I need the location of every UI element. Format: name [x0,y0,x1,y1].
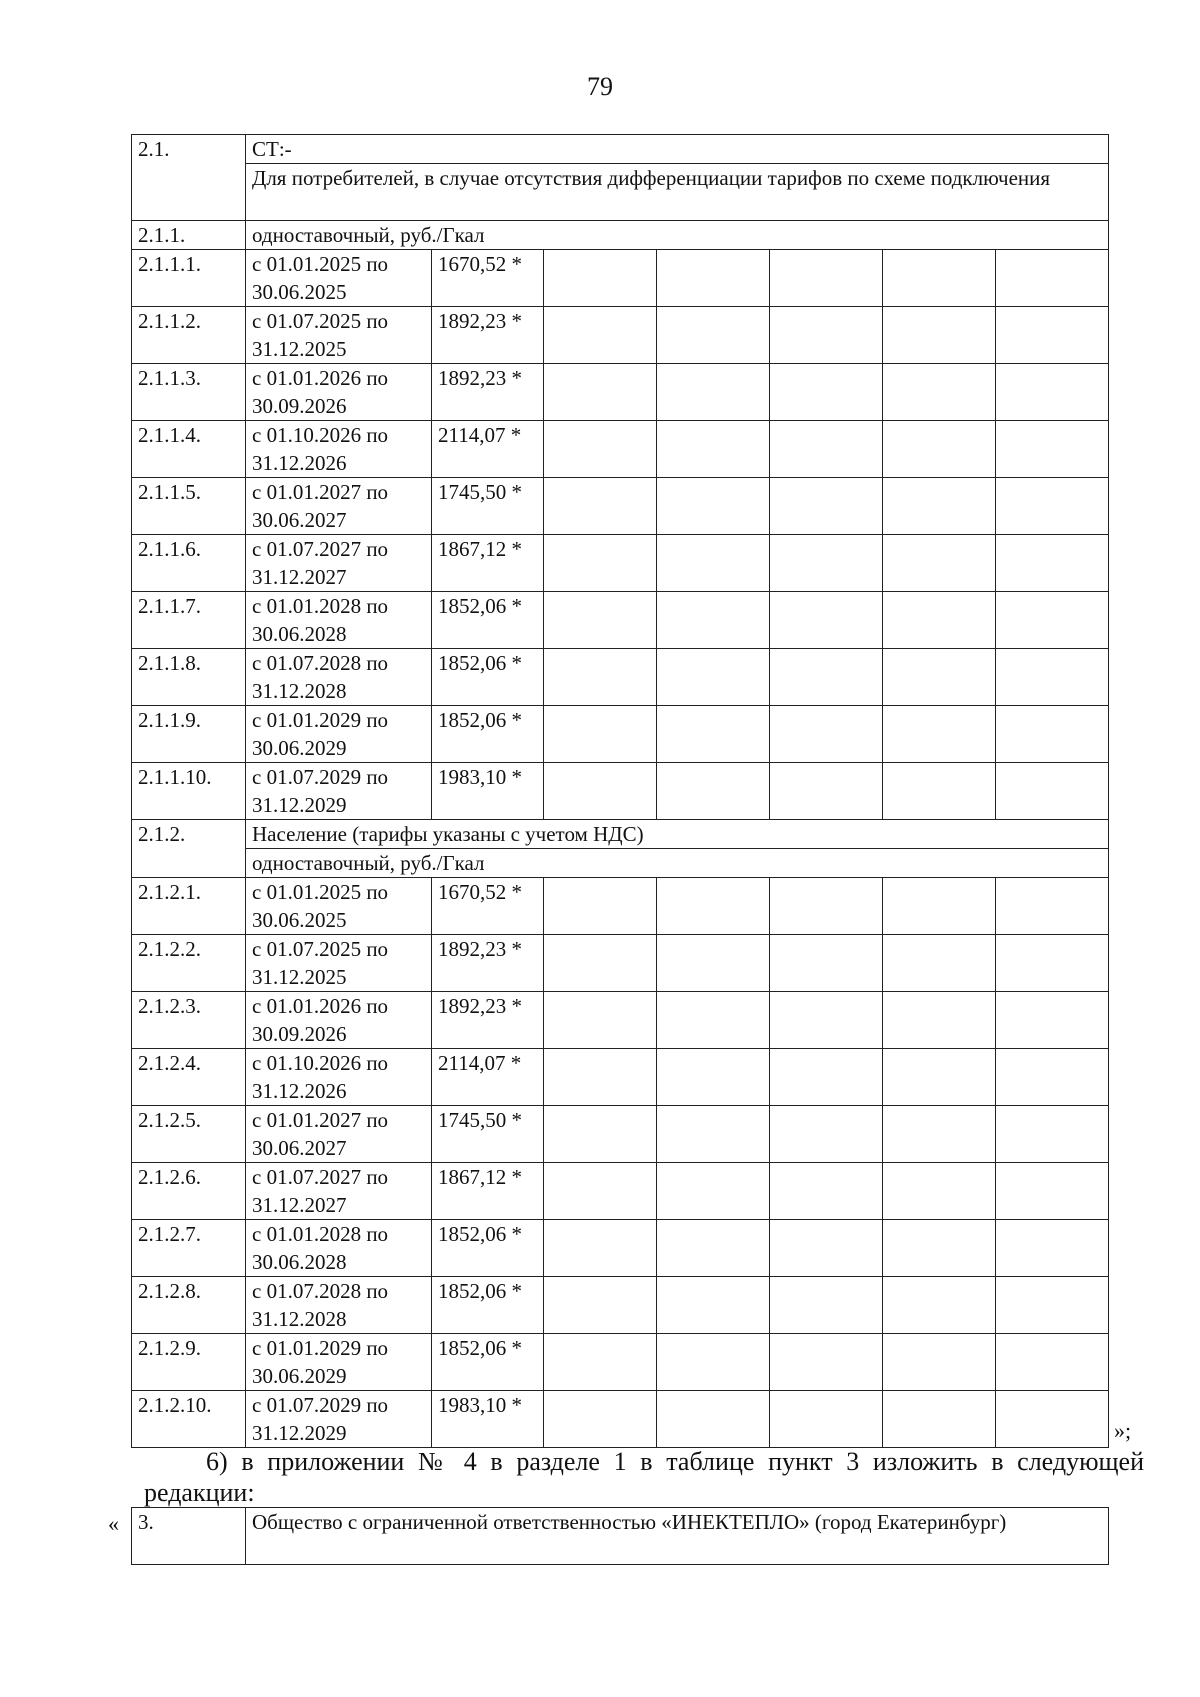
empty-cell [996,1277,1109,1334]
empty-cell [770,535,883,592]
closing-quote: »; [1114,1418,1132,1443]
row-period: с 01.01.2026 по 30.09.2026 [246,992,432,1049]
tariff-row [132,706,1109,763]
row-number: 2.1.1.3. [132,364,246,421]
row-number: 2.1.2.3. [132,992,246,1049]
empty-cell [996,992,1109,1049]
empty-cell [883,1049,996,1106]
row-value: 1983,10 * [432,763,544,820]
empty-cell [770,1106,883,1163]
group1-number: 2.1.1. [132,221,246,250]
tariff-table-body [132,135,1109,1448]
tariff-row [132,1049,1109,1106]
empty-cell [996,421,1109,478]
empty-cell [996,364,1109,421]
row-number: 2.1.1.8. [132,649,246,706]
empty-cell [544,535,657,592]
row-period: с 01.01.2027 по 30.06.2027 [246,1106,432,1163]
empty-cell [883,421,996,478]
empty-cell [996,478,1109,535]
empty-cell [544,706,657,763]
tariff-row [132,364,1109,421]
empty-cell [544,592,657,649]
section-row [132,135,1109,164]
empty-cell [883,992,996,1049]
empty-cell [770,1220,883,1277]
empty-cell [544,364,657,421]
tariff-row [132,1106,1109,1163]
empty-cell [996,1106,1109,1163]
row-value: 1670,52 * [432,250,544,307]
row-period: с 01.07.2028 по 31.12.2028 [246,649,432,706]
row-number: 2.1.2.10. [132,1391,246,1448]
group2-label: одноставочный, руб./Гкал [246,849,1109,878]
empty-cell [657,992,770,1049]
empty-cell [883,1277,996,1334]
empty-cell [883,535,996,592]
empty-cell [544,1391,657,1448]
empty-cell [883,1391,996,1448]
empty-cell [996,1220,1109,1277]
row-period: с 01.07.2028 по 31.12.2028 [246,1277,432,1334]
empty-cell [657,1277,770,1334]
tariff-row [132,1220,1109,1277]
empty-cell [657,307,770,364]
empty-cell [544,1106,657,1163]
empty-cell [996,250,1109,307]
empty-cell [883,250,996,307]
empty-cell [996,935,1109,992]
empty-cell [770,1163,883,1220]
empty-cell [657,649,770,706]
empty-cell [544,307,657,364]
empty-cell [770,1391,883,1448]
group2-label-row [132,849,1109,878]
empty-cell [996,307,1109,364]
row-value: 1852,06 * [432,592,544,649]
empty-cell [544,935,657,992]
empty-cell [657,1391,770,1448]
tariff-row [132,592,1109,649]
empty-cell [883,592,996,649]
tariff-row [132,1163,1109,1220]
row-value: 1852,06 * [432,706,544,763]
empty-cell [544,1334,657,1391]
organization-name: Общество с ограниченной ответственностью «ИНЕКТЕПЛО» (город Екатеринбург) [246,1508,1109,1565]
row-number: 2.1.1.4. [132,421,246,478]
empty-cell [770,1277,883,1334]
empty-cell [657,478,770,535]
row-period: с 01.01.2028 по 30.06.2028 [246,592,432,649]
tariff-row [132,649,1109,706]
empty-cell [657,421,770,478]
row-value: 1983,10 * [432,1391,544,1448]
empty-cell [657,1106,770,1163]
empty-cell [770,421,883,478]
empty-cell [544,1220,657,1277]
empty-cell [996,535,1109,592]
row-value: 1892,23 * [432,935,544,992]
row-period: с 01.01.2027 по 30.06.2027 [246,478,432,535]
row-value: 1867,12 * [432,1163,544,1220]
empty-cell [770,478,883,535]
empty-cell [883,1106,996,1163]
section-description-row [132,164,1109,221]
group1-header-row [132,221,1109,250]
empty-cell [770,1049,883,1106]
empty-cell [883,364,996,421]
row-value: 1745,50 * [432,478,544,535]
tariff-row [132,992,1109,1049]
empty-cell [883,478,996,535]
row-value: 1852,06 * [432,649,544,706]
empty-cell [657,763,770,820]
row-number: 2.1.2.5. [132,1106,246,1163]
empty-cell [657,1163,770,1220]
empty-cell [883,878,996,935]
section-number: 2.1. [132,135,246,221]
empty-cell [544,763,657,820]
empty-cell [770,706,883,763]
tariff-row [132,535,1109,592]
empty-cell [544,992,657,1049]
empty-cell [770,250,883,307]
row-number: 2.1.2.9. [132,1334,246,1391]
row-period: с 01.07.2029 по 31.12.2029 [246,1391,432,1448]
empty-cell [544,421,657,478]
row-number: 2.1.1.5. [132,478,246,535]
empty-cell [770,307,883,364]
row-number: 2.1.2.4. [132,1049,246,1106]
empty-cell [657,706,770,763]
row-value: 1745,50 * [432,1106,544,1163]
tariff-row [132,935,1109,992]
organization-number: 3. [132,1508,246,1565]
empty-cell [657,935,770,992]
row-period: с 01.01.2028 по 30.06.2028 [246,1220,432,1277]
empty-cell [996,649,1109,706]
empty-cell [883,307,996,364]
row-value: 1852,06 * [432,1220,544,1277]
empty-cell [883,1220,996,1277]
empty-cell [996,878,1109,935]
empty-cell [996,592,1109,649]
row-period: с 01.01.2025 по 30.06.2025 [246,250,432,307]
empty-cell [657,535,770,592]
empty-cell [544,1277,657,1334]
tariff-row [132,763,1109,820]
row-number: 2.1.2.1. [132,878,246,935]
empty-cell [657,1220,770,1277]
tariff-row [132,478,1109,535]
empty-cell [770,992,883,1049]
opening-quote: « [108,1511,119,1536]
row-number: 2.1.1.6. [132,535,246,592]
tariff-row [132,1391,1109,1448]
row-number: 2.1.2.7. [132,1220,246,1277]
row-period: с 01.07.2029 по 31.12.2029 [246,763,432,820]
tariff-table [131,134,1109,1448]
row-value: 1892,23 * [432,307,544,364]
row-value: 1892,23 * [432,364,544,421]
empty-cell [883,1334,996,1391]
row-number: 2.1.2.6. [132,1163,246,1220]
empty-cell [770,935,883,992]
empty-cell [770,763,883,820]
row-value: 1852,06 * [432,1277,544,1334]
empty-cell [996,1391,1109,1448]
row-period: с 01.07.2025 по 31.12.2025 [246,307,432,364]
empty-cell [770,649,883,706]
empty-cell [544,878,657,935]
empty-cell [544,478,657,535]
group2-title: Население (тарифы указаны с учетом НДС) [246,820,1109,849]
empty-cell [657,364,770,421]
empty-cell [770,878,883,935]
row-number: 2.1.1.1. [132,250,246,307]
row-number: 2.1.1.2. [132,307,246,364]
tariff-row [132,1277,1109,1334]
empty-cell [657,878,770,935]
empty-cell [657,250,770,307]
tariff-row [132,1334,1109,1391]
empty-cell [657,592,770,649]
empty-cell [657,1049,770,1106]
empty-cell [883,649,996,706]
empty-cell [544,649,657,706]
row-value: 1670,52 * [432,878,544,935]
row-number: 2.1.2.2. [132,935,246,992]
row-period: с 01.10.2026 по 31.12.2026 [246,421,432,478]
row-value: 2114,07 * [432,421,544,478]
empty-cell [883,1163,996,1220]
empty-cell [996,763,1109,820]
empty-cell [770,364,883,421]
tariff-row [132,250,1109,307]
organization-table [131,1507,1109,1565]
tariff-row [132,307,1109,364]
row-period: с 01.01.2026 по 30.09.2026 [246,364,432,421]
section-title: СТ:- [246,135,1109,164]
tariff-row [132,421,1109,478]
section-description: Для потребителей, в случае отсутствия дифференциации тарифов по схеме подключения [246,164,1109,221]
empty-cell [996,1334,1109,1391]
empty-cell [883,935,996,992]
group1-label: одноставочный, руб./Гкал [246,221,1109,250]
row-period: с 01.10.2026 по 31.12.2026 [246,1049,432,1106]
row-period: с 01.07.2025 по 31.12.2025 [246,935,432,992]
row-value: 2114,07 * [432,1049,544,1106]
row-value: 1852,06 * [432,1334,544,1391]
row-value: 1867,12 * [432,535,544,592]
empty-cell [996,1049,1109,1106]
group2-header-row [132,820,1109,849]
row-number: 2.1.1.9. [132,706,246,763]
row-period: с 01.07.2027 по 31.12.2027 [246,535,432,592]
row-period: с 01.01.2029 по 30.06.2029 [246,1334,432,1391]
empty-cell [883,706,996,763]
group2-number: 2.1.2. [132,820,246,878]
row-number: 2.1.2.8. [132,1277,246,1334]
empty-cell [544,250,657,307]
row-period: с 01.07.2027 по 31.12.2027 [246,1163,432,1220]
tariff-row [132,878,1109,935]
row-period: с 01.01.2029 по 30.06.2029 [246,706,432,763]
empty-cell [770,1334,883,1391]
row-number: 2.1.1.7. [132,592,246,649]
empty-cell [657,1334,770,1391]
amendment-paragraph: 6) в приложении № 4 в разделе 1 в таблице пункт 3 изложить в следующей редакции: [144,1447,1144,1507]
page-number: 79 [587,72,613,101]
empty-cell [770,592,883,649]
empty-cell [883,763,996,820]
empty-cell [996,706,1109,763]
empty-cell [544,1163,657,1220]
empty-cell [544,1049,657,1106]
row-number: 2.1.1.10. [132,763,246,820]
row-period: с 01.01.2025 по 30.06.2025 [246,878,432,935]
organization-row [132,1508,1109,1565]
row-value: 1892,23 * [432,992,544,1049]
empty-cell [996,1163,1109,1220]
